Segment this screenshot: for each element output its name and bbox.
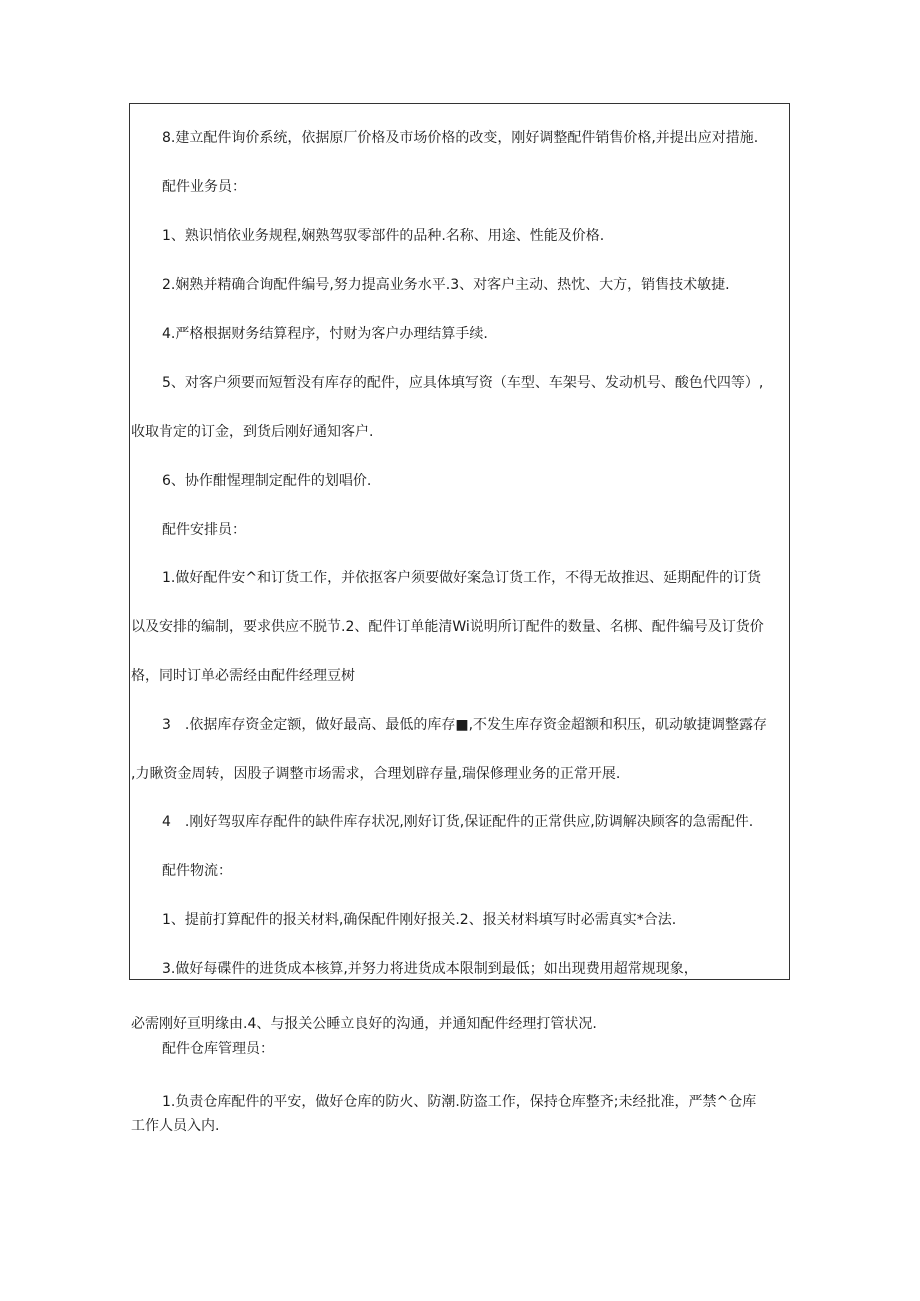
section-heading: 配件安排员： (162, 522, 246, 538)
paragraph-line: 1.做好配件安^和订货工作，并依抠客户须要做好案急订货工作，不得无故推迟、延期配件的订货 (162, 570, 762, 586)
paragraph-line: 6、协作酣惺理制定配件的划唱价. (162, 473, 372, 489)
paragraph-line: 3 .依据库存资金定额，做好最高、最低的库存■,不发生库存资金超额和积压，矶动敏捷调整露存 (162, 717, 768, 733)
paragraph-line: 必需刚好亘明缘由.4、与报关公睡立良好的沟通，并通知配件经理打管状况. (131, 1016, 597, 1032)
section-heading: 配件物流： (162, 863, 232, 879)
paragraph-line: 1.负责仓库配件的平安，做好仓库的防火、防潮.防盗工作，保持仓库整齐;未经批准，严禁^仓库 (162, 1094, 757, 1110)
paragraph-line: 8.建立配件询价系统，依据原厂价格及市场价格的改变，刚好调整配件销售价格,并提出应对措施. (162, 130, 759, 146)
section-heading: 配件业务员： (162, 179, 246, 195)
paragraph-line: 3.做好每碟件的进货成本核算,并努力将进货成本限制到最低；如出现费用超常规现象， (162, 961, 698, 977)
paragraph-line: ,力瞅资金周转，因股子调整市场需求，合理划辟存量,瑞保修理业务的正常开展. (131, 766, 621, 782)
paragraph-line: 1、熟识悄依业务规程,娴熟驾驭零部件的品种.名称、用途、性能及价格. (162, 228, 605, 244)
paragraph-line: 5、对客户须要而短暂没有库存的配件，应具体填写资（车型、车架号、发动机号、酸色代四等）, (162, 375, 764, 391)
section-heading: 配件仓库管理员： (162, 1041, 274, 1057)
paragraph-line: 4 .刚好驾驭库存配件的缺件库存状况,刚好订货,保证配件的正常供应,防调解决顾客的急需配件. (162, 814, 754, 830)
paragraph-line: 以及安排的编制，要求供应不脱节.2、配件订单能清Wi说明所订配件的数量、名梆、配件编号及订货价 (131, 619, 764, 635)
paragraph-line: 4.严格根据财务结算程序，忖财为客户办理结算手续. (162, 326, 488, 342)
paragraph-line: 1、提前打算配件的报关材料,确保配件刚好报关.2、报关材料填写时必需真实*合法. (162, 912, 677, 928)
paragraph-line: 收取肯定的订金，到货后刚好通知客户. (131, 424, 374, 440)
paragraph-line: 工作人员入内. (131, 1118, 220, 1134)
paragraph-line: 格，同时订单必需经由配件经理豆树 (131, 668, 355, 684)
paragraph-line: 2.娴熟并精确合询配件编号,努力提高业务水平.3、对客户主动、热忱、大方，销售技术敏捷. (162, 277, 730, 293)
